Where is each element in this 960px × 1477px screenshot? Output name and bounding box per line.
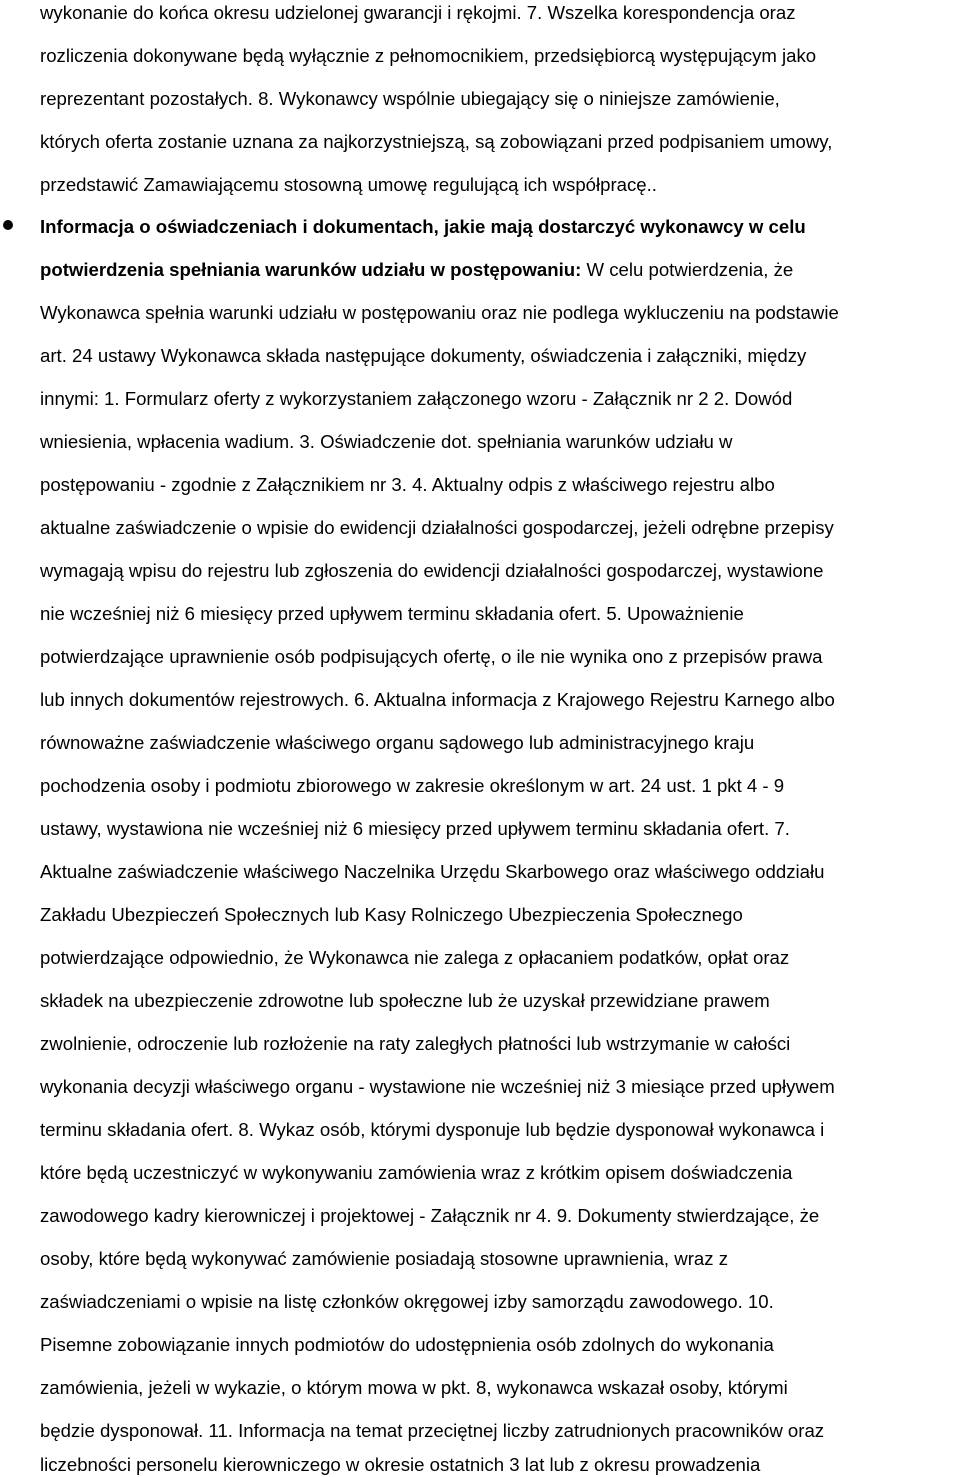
text-line: wniesienia, wpłacenia wadium. 3. Oświadczenie dot. spełniania warunków udziału w xyxy=(40,431,733,452)
text-line: zaświadczeniami o wpisie na listę członków okręgowej izby samorządu zawodowego. 10. xyxy=(40,1291,774,1312)
text-line: terminu składania ofert. 8. Wykaz osób, którymi dysponuje lub będzie dysponował wykonawca i xyxy=(40,1119,825,1140)
text-line: nie wcześniej niż 6 miesięcy przed upływem terminu składania ofert. 5. Upoważnienie xyxy=(40,603,744,624)
section-heading-text: Informacja o oświadczeniach i dokumentach, jakie mają dostarczyć wykonawcy w celu xyxy=(40,216,806,237)
text-line: liczebności personelu kierowniczego w okresie ostatnich 3 lat lub z okresu prowadzenia xyxy=(40,1454,761,1475)
text-line: lub innych dokumentów rejestrowych. 6. Aktualna informacja z Krajowego Rejestru Karnego albo xyxy=(40,689,835,710)
text-line: równoważne zaświadczenie właściwego organu sądowego lub administracyjnego kraju xyxy=(40,732,755,753)
text-line: składek na ubezpieczenie zdrowotne lub społeczne lub że uzyskał przewidziane prawem xyxy=(40,990,770,1011)
text-line: wymagają wpisu do rejestru lub zgłoszenia do ewidencji działalności gospodarczej, wystawione xyxy=(40,560,824,581)
text-line: zamówienia, jeżeli w wykazie, o którym mowa w pkt. 8, wykonawca wskazał osoby, którymi xyxy=(40,1377,788,1398)
text-line: wykonanie do końca okresu udzielonej gwarancji i rękojmi. 7. Wszelka korespondencja oraz xyxy=(40,2,796,23)
text-line: reprezentant pozostałych. 8. Wykonawcy wspólnie ubiegający się o niniejsze zamówienie, xyxy=(40,88,780,109)
text-line: które będą uczestniczyć w wykonywaniu zamówienia wraz z krótkim opisem doświadczenia xyxy=(40,1162,793,1183)
text-line: art. 24 ustawy Wykonawca składa następujące dokumenty, oświadczenia i załączniki, między xyxy=(40,345,807,366)
bullet-icon xyxy=(3,220,13,230)
text-line: przedstawić Zamawiającemu stosowną umowę regulującą ich współpracę.. xyxy=(40,174,657,195)
text-line: potwierdzające odpowiednio, że Wykonawca nie zalega z opłacaniem podatków, opłat oraz xyxy=(40,947,790,968)
text-line: zwolnienie, odroczenie lub rozłożenie na raty zaległych płatności lub wstrzymanie w całości xyxy=(40,1033,791,1054)
text-line: Aktualne zaświadczenie właściwego Naczelnika Urzędu Skarbowego oraz właściwego oddziału xyxy=(40,861,825,882)
text-line: ustawy, wystawiona nie wcześniej niż 6 miesięcy przed upływem terminu składania ofert. 7. xyxy=(40,818,790,839)
text-line: rozliczenia dokonywane będą wyłącznie z pełnomocnikiem, przedsiębiorcą występującym jako xyxy=(40,45,817,66)
text-line: postępowaniu - zgodnie z Załącznikiem nr 3. 4. Aktualny odpis z właściwego rejestru albo xyxy=(40,474,775,495)
section-heading-text: potwierdzenia spełniania warunków udziału w postępowaniu: xyxy=(40,259,582,280)
text-line: zawodowego kadry kierowniczej i projektowej - Załącznik nr 4. 9. Dokumenty stwierdzające, że xyxy=(40,1205,820,1226)
text-line: których oferta zostanie uznana za najkorzystniejszą, są zobowiązani przed podpisaniem umowy, xyxy=(40,131,833,152)
text-line: Pisemne zobowiązanie innych podmiotów do udostępnienia osób zdolnych do wykonania xyxy=(40,1334,774,1355)
text-line: wykonania decyzji właściwego organu - wystawione nie wcześniej niż 3 miesiące przed upływem xyxy=(40,1076,835,1097)
body-text: W celu potwierdzenia, że xyxy=(581,259,794,280)
text-line: Wykonawca spełnia warunki udziału w postępowaniu oraz nie podlega wykluczeniu na podstawie xyxy=(40,302,839,323)
section-heading xyxy=(40,216,806,238)
text-line: innymi: 1. Formularz oferty z wykorzystaniem załączonego wzoru - Załącznik nr 2 2. Dowód xyxy=(40,388,793,409)
text-line: pochodzenia osoby i podmiotu zbiorowego w zakresie określonym w art. 24 ust. 1 pkt 4 - 9 xyxy=(40,775,785,796)
text-line: potwierdzające uprawnienie osób podpisujących ofertę, o ile nie wynika ono z przepisów prawa xyxy=(40,646,823,667)
text-line: aktualne zaświadczenie o wpisie do ewidencji działalności gospodarczej, jeżeli odrębne przepisy xyxy=(40,517,834,538)
text-line: osoby, które będą wykonywać zamówienie posiadają stosowne uprawnienia, wraz z xyxy=(40,1248,728,1269)
section-heading-continued xyxy=(40,259,793,281)
text-line: Zakładu Ubezpieczeń Społecznych lub Kasy Rolniczego Ubezpieczenia Społecznego xyxy=(40,904,743,925)
text-line: będzie dysponował. 11. Informacja na temat przeciętnej liczby zatrudnionych pracowników oraz xyxy=(40,1420,825,1441)
